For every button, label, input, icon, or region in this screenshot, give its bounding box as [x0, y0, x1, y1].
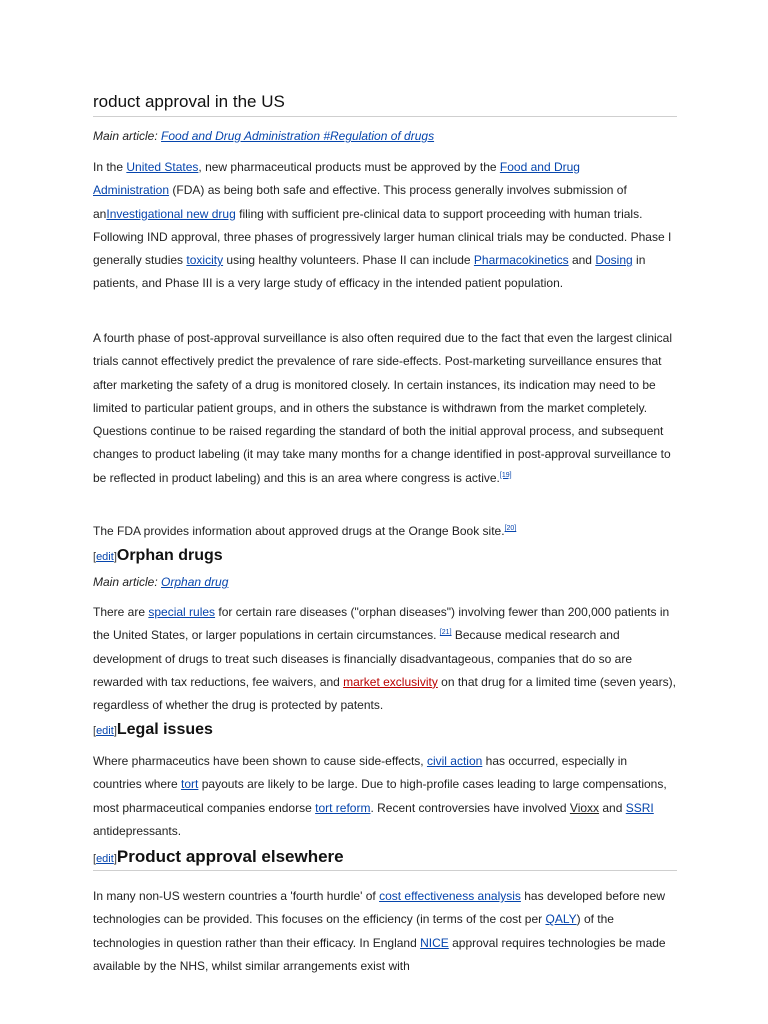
text-run: approval requires technologies be made available by the NHS, whilst similar arrangements exist with [93, 935, 666, 973]
bracket: [ [93, 551, 97, 563]
bracket: ] [113, 725, 117, 737]
link-ssri[interactable]: SSRI [625, 800, 654, 815]
section-heading-elsewhere-text: Product approval elsewhere [116, 847, 344, 866]
text-run: Where pharmaceutics have been shown to cause side-effects, [93, 754, 427, 768]
citation-20 [505, 525, 517, 532]
paragraph-legal-issues [93, 750, 677, 843]
section-heading-legal-text: Legal issues [116, 721, 213, 738]
edit-button-orphan[interactable]: edit [96, 551, 114, 563]
edit-button-elsewhere[interactable]: edit [96, 853, 114, 865]
section-heading-us-text: roduct approval in the US [93, 92, 285, 111]
link-fda-regulation[interactable]: Food and Drug Administration #Regulation of drugs [161, 129, 435, 143]
text-run: There are [93, 605, 149, 619]
citation-link-20[interactable]: [20] [504, 525, 517, 532]
section-heading-us [93, 92, 677, 117]
link-civil-action[interactable]: civil action [426, 754, 483, 768]
paragraph-orphan-drugs [93, 601, 677, 717]
text-run: ) of the technologies in question rather than their efficacy. In England [93, 912, 614, 950]
link-orphan-drug[interactable]: Orphan drug [161, 575, 229, 589]
text-run: for certain rare diseases ("orphan diseases") involving fewer than 200,000 patients in the United States, or larger populations in certain circumstances. [93, 605, 670, 643]
link-market-exclusivity[interactable]: market exclusivity [343, 674, 438, 689]
link-nice[interactable]: NICE [420, 935, 449, 950]
citation-link-21[interactable]: [21] [439, 629, 452, 637]
citation-21 [440, 629, 452, 636]
link-tort[interactable]: tort [181, 777, 199, 792]
text-run: A fourth phase of post-approval surveillance is also often required due to the fact that even the largest clinical trials cannot effectively predict the prevalence of rare side-effects. Post-marketing surveillance ensures that after marketing the safety of a drug is monitored closely. In certain instances, its indication may need to be limited to particular patient groups, and in others the substance is withdrawn from the market completely. Questions continue to be raised regarding the standard of both the initial approval process, and subsequent changes to product labeling (it may take many months for a change identified in post-approval surveillance to be reflected in product labeling) and this is an area where congress is active. [93, 331, 673, 485]
text-run: Because medical research and development of drugs to treat such diseases is financially disadvantageous, companies that do so are rewarded with tax reductions, fee waivers, and [93, 628, 632, 689]
text-run: . Recent controversies have involved [370, 800, 570, 815]
edit-link-orphan [93, 551, 117, 563]
text-run: filing with sufficient pre-clinical data to support proceeding with human trials. Following IND approval, three phases of progressively larger human clinical trials may be conducted. Phase I generally studies [93, 206, 672, 268]
bracket: ] [113, 551, 117, 563]
text-run: payouts are likely to be large. Due to high-profile cases leading to large compensations, most pharmaceutical companies endorse [93, 777, 667, 815]
citation-link-19[interactable]: [19] [499, 471, 512, 479]
section-heading-orphan-text: Orphan drugs [116, 547, 223, 564]
link-vioxx[interactable]: Vioxx [569, 800, 600, 815]
text-run: using healthy volunteers. Phase II can include [223, 253, 474, 268]
section-heading-elsewhere [93, 847, 677, 871]
paragraph-elsewhere [93, 885, 677, 978]
text-run: , new pharmaceutical products must be approved by the [198, 160, 500, 174]
edit-link-elsewhere [93, 853, 117, 865]
paragraph-orange-book [93, 520, 677, 543]
link-investigational-new-drug[interactable]: Investigational new drug [106, 206, 236, 221]
link-dosing[interactable]: Dosing [595, 253, 633, 268]
text-run: has developed before new technologies can be provided. This focuses on the efficiency (in terms of the cost per [93, 889, 666, 927]
section-heading-orphan [93, 547, 223, 565]
link-special-rules[interactable]: special rules [148, 605, 216, 619]
section-heading-legal [93, 721, 213, 739]
text-run: on that drug for a limited time (seven years), regardless of whether the drug is protected by patents. [93, 674, 676, 713]
bracket: ] [113, 853, 117, 865]
link-toxicity[interactable]: toxicity [186, 253, 224, 268]
text-run: In the [93, 160, 127, 174]
paragraph-us-approval [93, 156, 677, 296]
text-run: and [599, 800, 626, 815]
link-fda-part1: Food and Drug [499, 160, 580, 174]
main-article-note-orphan [93, 575, 228, 589]
text-run: The FDA provides information about approved drugs at the Orange Book site. [93, 524, 505, 538]
main-article-note-us [93, 129, 434, 143]
citation-19 [500, 472, 512, 479]
text-run: antidepressants. [93, 823, 182, 838]
bracket: [ [93, 853, 97, 865]
link-united-states[interactable]: United States [126, 160, 199, 174]
paragraph-post-approval [93, 327, 677, 490]
edit-link-legal [93, 725, 117, 737]
text-run: (FDA) as being both safe and effective. This process generally involves submission of an [93, 183, 627, 221]
text-run: in patients, and Phase III is a very large study of efficacy in the intended patient population. [93, 253, 646, 291]
main-article-label: Main article: [93, 575, 162, 589]
edit-button-legal[interactable]: edit [96, 725, 114, 737]
text-run: has occurred, especially in countries where [93, 754, 628, 792]
link-tort-reform[interactable]: tort reform [315, 800, 371, 815]
link-fda-part2: Administration [93, 183, 170, 198]
text-run: and [568, 253, 596, 268]
main-article-label: Main article: [93, 129, 162, 143]
text-run: In many non-US western countries a 'fourth hurdle' of [93, 889, 380, 903]
link-cost-effectiveness-analysis[interactable]: cost effectiveness analysis [379, 889, 521, 903]
link-qaly[interactable]: QALY [545, 912, 577, 927]
link-pharmacokinetics[interactable]: Pharmacokinetics [473, 253, 569, 268]
bracket: [ [93, 725, 97, 737]
